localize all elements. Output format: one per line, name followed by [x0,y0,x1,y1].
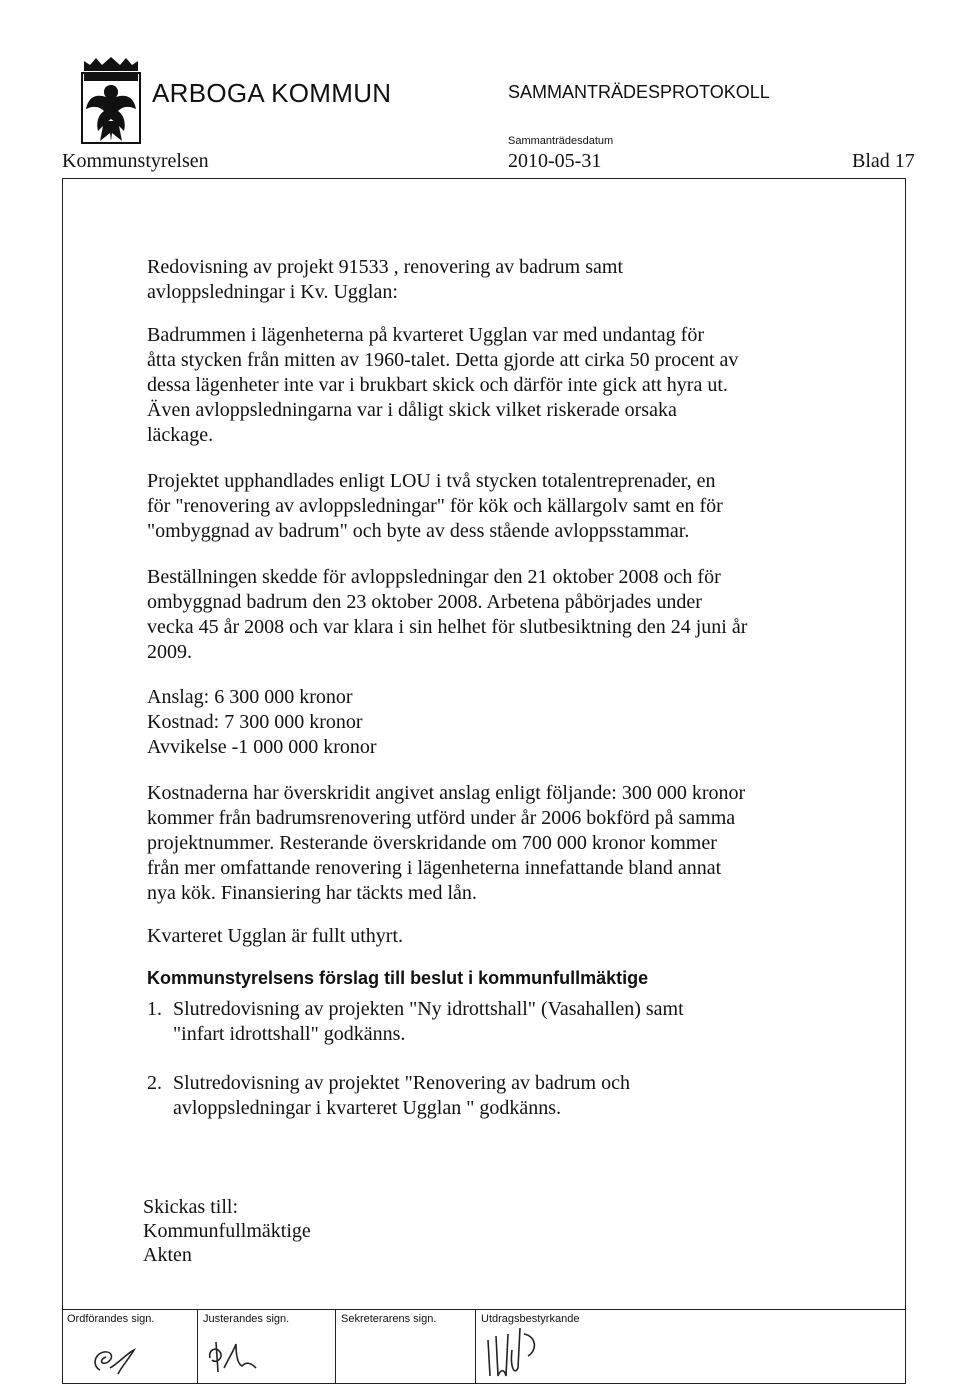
budget-amount: Anslag: 6 300 000 kronor [147,686,353,708]
organization-name: ARBOGA KOMMUN [152,78,392,108]
cost-line: nya kök. Finansiering har täckts med lån. [147,882,477,904]
recipient: Kommunfullmäktige [143,1220,311,1242]
procurement-line: för "renovering av avloppsledningar" för kök och källargolv samt en för [147,495,723,517]
certification-signature-icon [476,1310,676,1384]
order-line: ombyggnad badrum den 23 oktober 2008. Arbetena påbörjades under [147,591,702,613]
certification-cell [475,1310,907,1384]
item-number: 2. [147,1072,162,1094]
arboga-coat-of-arms-icon [80,55,142,145]
title-line: avloppsledningar i Kv. Ugglan: [147,281,398,303]
chair-signature-icon [62,1310,197,1384]
adjuster-signature-icon [198,1310,336,1384]
background-line: läckage. [147,424,214,446]
background-line: åtta stycken från mitten av 1960-talet. Detta gjorde att cirka 50 procent av [147,349,739,371]
secretary-signature-label: Sekreterarens sign. [341,1313,437,1325]
order-line: vecka 45 år 2008 och var klara i sin helhet för slutbesiktning den 24 juni år [147,616,748,638]
title-line: Redovisning av projekt 91533 , renovering av badrum samt [147,256,624,278]
cost-line: projektnummer. Resterande överskridande om 700 000 kronor kommer [147,832,717,854]
proposal-heading: Kommunstyrelsens förslag till beslut i kommunfullmäktige [147,968,649,988]
procurement-line: Projektet upphandlades enligt LOU i två stycken totalentreprenader, en [147,470,716,492]
cost-amount: Kostnad: 7 300 000 kronor [147,711,363,733]
cost-line: från mer omfattande renovering i lägenheterna innefattande bland annat [147,857,722,879]
adjuster-signature-cell [197,1310,336,1384]
amounts-block [147,685,837,760]
deviation-amount: Avvikelse -1 000 000 kronor [147,736,377,758]
document-type: SAMMANTRÄDESPROTOKOLL [508,82,770,102]
signature-row [62,1309,906,1384]
section-title [147,255,837,305]
order-paragraph [147,565,837,665]
item-text [173,997,684,1047]
background-line: Badrummen i lägenheterna på kvarteret Ugglan var med undantag för [147,324,705,346]
chair-signature-label: Ordförandes sign. [67,1313,155,1325]
item-line: Slutredovisning av projektet "Renovering av badrum och [173,1072,630,1094]
item-line: avloppsledningar i kvarteret Ugglan " godkänns. [173,1097,562,1119]
order-line: 2009. [147,641,192,663]
item-text [173,1071,630,1121]
background-line: dessa lägenheter inte var i brukbart skick och därför inte gick att hyra ut. [147,374,728,396]
certification-label: Utdragsbestyrkande [481,1313,580,1325]
sheet-number: Blad 17 [852,150,915,172]
cost-explanation-paragraph [147,781,837,906]
procurement-paragraph [147,469,837,544]
secretary-signature-cell [335,1310,476,1384]
meeting-date: 2010-05-31 [508,150,602,172]
adjuster-signature-label: Justerandes sign. [203,1313,290,1325]
procurement-line: "ombyggnad av badrum" och byte av dess stående avloppsstammar. [147,520,690,542]
item-number: 1. [147,998,162,1020]
background-line: Även avloppsledningarna var i dåligt skick vilket riskerade orsaka [147,399,677,421]
item-line: Slutredovisning av projekten "Ny idrottshall" (Vasahallen) samt [173,998,684,1020]
date-label: Sammanträdesdatum [508,135,614,147]
distribution-block [143,1195,311,1267]
committee-name: Kommunstyrelsen [62,150,209,172]
order-line: Beställningen skedde för avloppsledningar den 21 oktober 2008 och för [147,566,721,588]
cost-line: Kostnaderna har överskridit angivet anslag enligt följande: 300 000 kronor [147,782,746,804]
background-paragraph [147,323,837,448]
distribution-label: Skickas till: [143,1196,238,1218]
item-line: "infart idrottshall" godkänns. [173,1023,406,1045]
recipient: Akten [143,1244,192,1266]
cost-line: kommer från badrumsrenovering utförd under år 2006 bokförd på samma [147,807,736,829]
chair-signature-cell [62,1310,197,1384]
rental-status: Kvarteret Ugglan är fullt uthyrt. [147,925,404,947]
